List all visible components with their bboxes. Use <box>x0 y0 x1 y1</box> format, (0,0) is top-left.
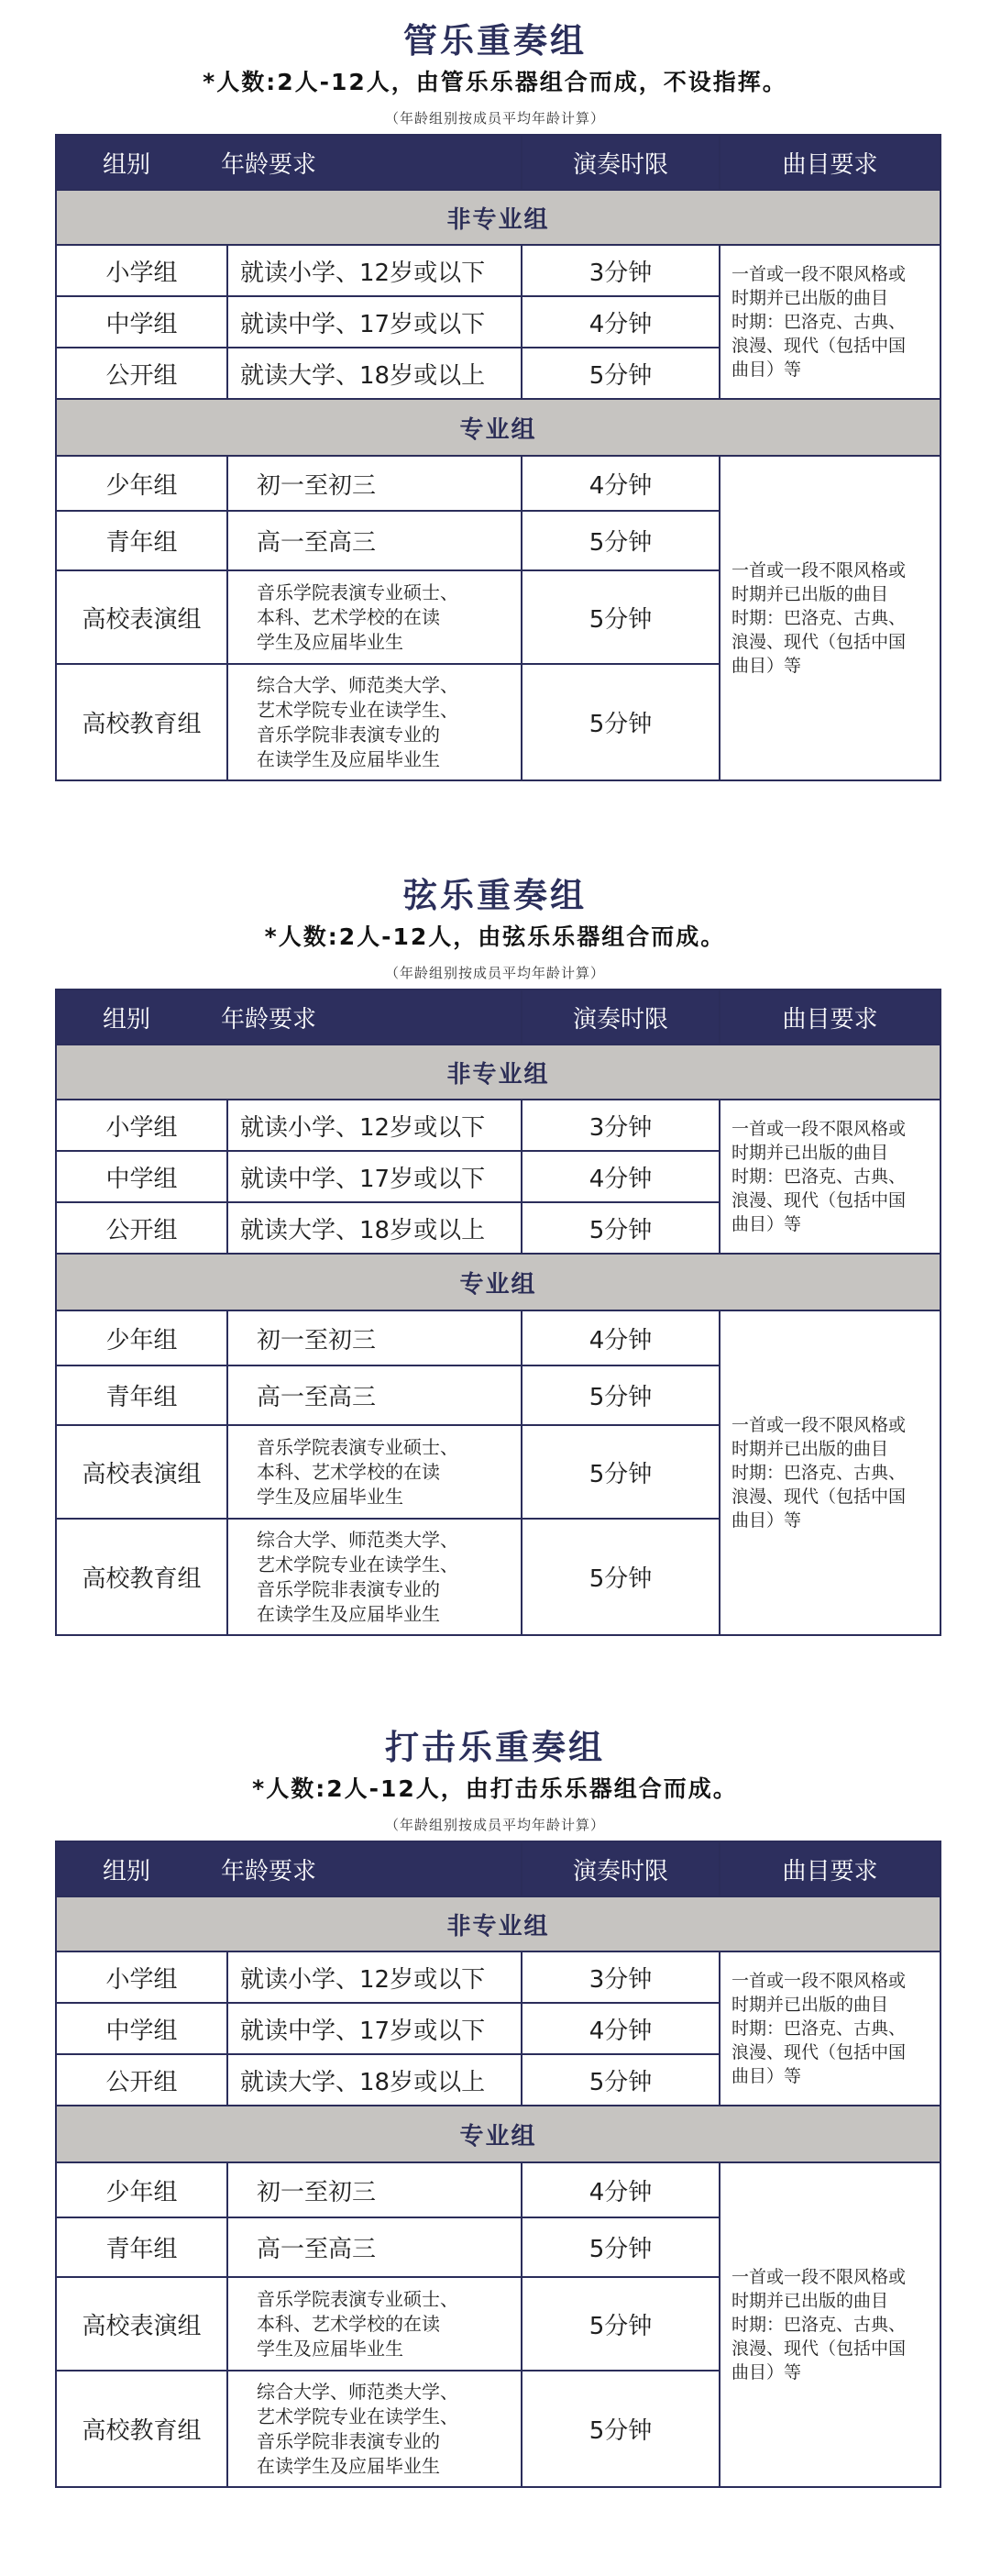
section-title: 弦乐重奏组 <box>403 876 587 915</box>
header-duration: 演奏时限 <box>522 135 720 190</box>
table-row <box>56 1951 940 2003</box>
section-note: （年龄组别按成员平均年龄计算） <box>384 965 605 981</box>
section-note: （年龄组别按成员平均年龄计算） <box>384 110 605 127</box>
header-age: 年龄要求 <box>221 150 317 179</box>
row-group: 青年组 <box>56 1365 227 1425</box>
pro-label: 专业组 <box>56 2106 940 2162</box>
row-group: 少年组 <box>56 456 227 511</box>
nonpro-band <box>56 1045 940 1100</box>
row-duration: 5分钟 <box>522 664 720 780</box>
pro-repertoire: 一首或一段不限风格或 时期并已出版的曲目 时期：巴洛克、古典、 浪漫、现代（包括中国 曲目）等 <box>720 2162 940 2487</box>
header-repertoire: 曲目要求 <box>720 989 940 1045</box>
row-group: 公开组 <box>56 348 227 399</box>
row-age: 音乐学院表演专业硕士、 本科、艺术学校的在读 学生及应届毕业生 <box>227 570 522 664</box>
nonpro-repertoire: 一首或一段不限风格或 时期并已出版的曲目 时期：巴洛克、古典、 浪漫、现代（包括中国 曲目）等 <box>720 1100 940 1254</box>
row-duration: 3分钟 <box>522 1951 720 2003</box>
nonpro-label: 非专业组 <box>56 1896 940 1951</box>
row-duration: 5分钟 <box>522 1425 720 1519</box>
row-age: 初一至初三 <box>227 1310 522 1365</box>
pro-band <box>56 1254 940 1310</box>
requirements-table <box>55 989 941 1636</box>
header-group-age <box>56 1841 522 1896</box>
header-repertoire: 曲目要求 <box>720 135 940 190</box>
row-duration: 4分钟 <box>522 456 720 511</box>
row-age: 就读大学、18岁或以上 <box>227 2054 522 2106</box>
row-age: 就读大学、18岁或以上 <box>227 348 522 399</box>
nonpro-band <box>56 1896 940 1951</box>
table-row <box>56 1310 940 1365</box>
row-group: 高校表演组 <box>56 570 227 664</box>
pro-label: 专业组 <box>56 399 940 456</box>
nonpro-label: 非专业组 <box>56 190 940 245</box>
row-age: 高一至高三 <box>227 511 522 570</box>
row-duration: 5分钟 <box>522 2054 720 2106</box>
row-age: 音乐学院表演专业硕士、 本科、艺术学校的在读 学生及应届毕业生 <box>227 2277 522 2371</box>
row-age: 综合大学、师范类大学、 艺术学院专业在读学生、 音乐学院非表演专业的 在读学生及应届毕业生 <box>227 664 522 780</box>
row-group: 高校教育组 <box>56 1519 227 1635</box>
row-group: 青年组 <box>56 511 227 570</box>
row-duration: 4分钟 <box>522 2003 720 2054</box>
row-duration: 5分钟 <box>522 1365 720 1425</box>
table-row <box>56 1100 940 1151</box>
row-age: 高一至高三 <box>227 2217 522 2277</box>
section-subtitle: *人数:2人-12人，由管乐乐器组合而成，不设指挥。 <box>203 69 787 95</box>
pro-band <box>56 399 940 456</box>
row-group: 高校教育组 <box>56 664 227 780</box>
table-header <box>56 1841 940 1896</box>
pro-band <box>56 2106 940 2162</box>
pro-label: 专业组 <box>56 1254 940 1310</box>
row-duration: 5分钟 <box>522 511 720 570</box>
row-duration: 5分钟 <box>522 1519 720 1635</box>
row-group: 少年组 <box>56 1310 227 1365</box>
row-duration: 5分钟 <box>522 348 720 399</box>
row-group: 公开组 <box>56 2054 227 2106</box>
row-age: 音乐学院表演专业硕士、 本科、艺术学校的在读 学生及应届毕业生 <box>227 1425 522 1519</box>
header-group-age <box>56 989 522 1045</box>
row-age: 就读小学、12岁或以下 <box>227 1100 522 1151</box>
row-group: 中学组 <box>56 1151 227 1202</box>
section-title: 打击乐重奏组 <box>385 1728 605 1767</box>
row-age: 高一至高三 <box>227 1365 522 1425</box>
row-duration: 5分钟 <box>522 2277 720 2371</box>
row-duration: 5分钟 <box>522 570 720 664</box>
row-duration: 5分钟 <box>522 2371 720 2487</box>
row-group: 高校表演组 <box>56 1425 227 1519</box>
row-age: 就读中学、17岁或以下 <box>227 2003 522 2054</box>
table-row <box>56 456 940 511</box>
nonpro-label: 非专业组 <box>56 1045 940 1100</box>
nonpro-repertoire: 一首或一段不限风格或 时期并已出版的曲目 时期：巴洛克、古典、 浪漫、现代（包括中国 曲目）等 <box>720 1951 940 2106</box>
row-age: 初一至初三 <box>227 456 522 511</box>
row-age: 就读中学、17岁或以下 <box>227 1151 522 1202</box>
header-duration: 演奏时限 <box>522 1841 720 1896</box>
row-group: 小学组 <box>56 1951 227 2003</box>
section-subtitle: *人数:2人-12人，由打击乐乐器组合而成。 <box>252 1775 738 1802</box>
row-duration: 4分钟 <box>522 296 720 348</box>
row-duration: 5分钟 <box>522 1202 720 1254</box>
row-age: 就读中学、17岁或以下 <box>227 296 522 348</box>
row-group: 高校表演组 <box>56 2277 227 2371</box>
section-note: （年龄组别按成员平均年龄计算） <box>384 1817 605 1833</box>
table-row <box>56 2162 940 2217</box>
row-group: 中学组 <box>56 2003 227 2054</box>
header-group-age <box>56 135 522 190</box>
row-duration: 3分钟 <box>522 1100 720 1151</box>
row-group: 高校教育组 <box>56 2371 227 2487</box>
row-duration: 4分钟 <box>522 1310 720 1365</box>
row-group: 小学组 <box>56 245 227 296</box>
requirements-table <box>55 1841 941 2488</box>
row-age: 综合大学、师范类大学、 艺术学院专业在读学生、 音乐学院非表演专业的 在读学生及应届毕业生 <box>227 2371 522 2487</box>
header-group: 组别 <box>103 150 151 179</box>
row-duration: 5分钟 <box>522 2217 720 2277</box>
row-duration: 3分钟 <box>522 245 720 296</box>
row-group: 公开组 <box>56 1202 227 1254</box>
header-group: 组别 <box>103 1005 151 1034</box>
row-age: 就读小学、12岁或以下 <box>227 245 522 296</box>
nonpro-band <box>56 190 940 245</box>
row-group: 青年组 <box>56 2217 227 2277</box>
table-header <box>56 135 940 190</box>
row-group: 中学组 <box>56 296 227 348</box>
row-age: 初一至初三 <box>227 2162 522 2217</box>
row-duration: 4分钟 <box>522 2162 720 2217</box>
header-repertoire: 曲目要求 <box>720 1841 940 1896</box>
row-group: 小学组 <box>56 1100 227 1151</box>
header-group: 组别 <box>103 1857 151 1885</box>
row-age: 就读小学、12岁或以下 <box>227 1951 522 2003</box>
requirements-table <box>55 134 941 781</box>
section-subtitle: *人数:2人-12人，由弦乐乐器组合而成。 <box>264 923 726 950</box>
header-age: 年龄要求 <box>221 1857 317 1885</box>
table-header <box>56 989 940 1045</box>
header-age: 年龄要求 <box>221 1005 317 1034</box>
row-age: 就读大学、18岁或以上 <box>227 1202 522 1254</box>
pro-repertoire: 一首或一段不限风格或 时期并已出版的曲目 时期：巴洛克、古典、 浪漫、现代（包括中国 曲目）等 <box>720 456 940 780</box>
pro-repertoire: 一首或一段不限风格或 时期并已出版的曲目 时期：巴洛克、古典、 浪漫、现代（包括中国 曲目）等 <box>720 1310 940 1635</box>
header-duration: 演奏时限 <box>522 989 720 1045</box>
section-title: 管乐重奏组 <box>403 21 587 61</box>
table-row <box>56 245 940 296</box>
row-age: 综合大学、师范类大学、 艺术学院专业在读学生、 音乐学院非表演专业的 在读学生及应届毕业生 <box>227 1519 522 1635</box>
row-group: 少年组 <box>56 2162 227 2217</box>
nonpro-repertoire: 一首或一段不限风格或 时期并已出版的曲目 时期：巴洛克、古典、 浪漫、现代（包括中国 曲目）等 <box>720 245 940 399</box>
row-duration: 4分钟 <box>522 1151 720 1202</box>
